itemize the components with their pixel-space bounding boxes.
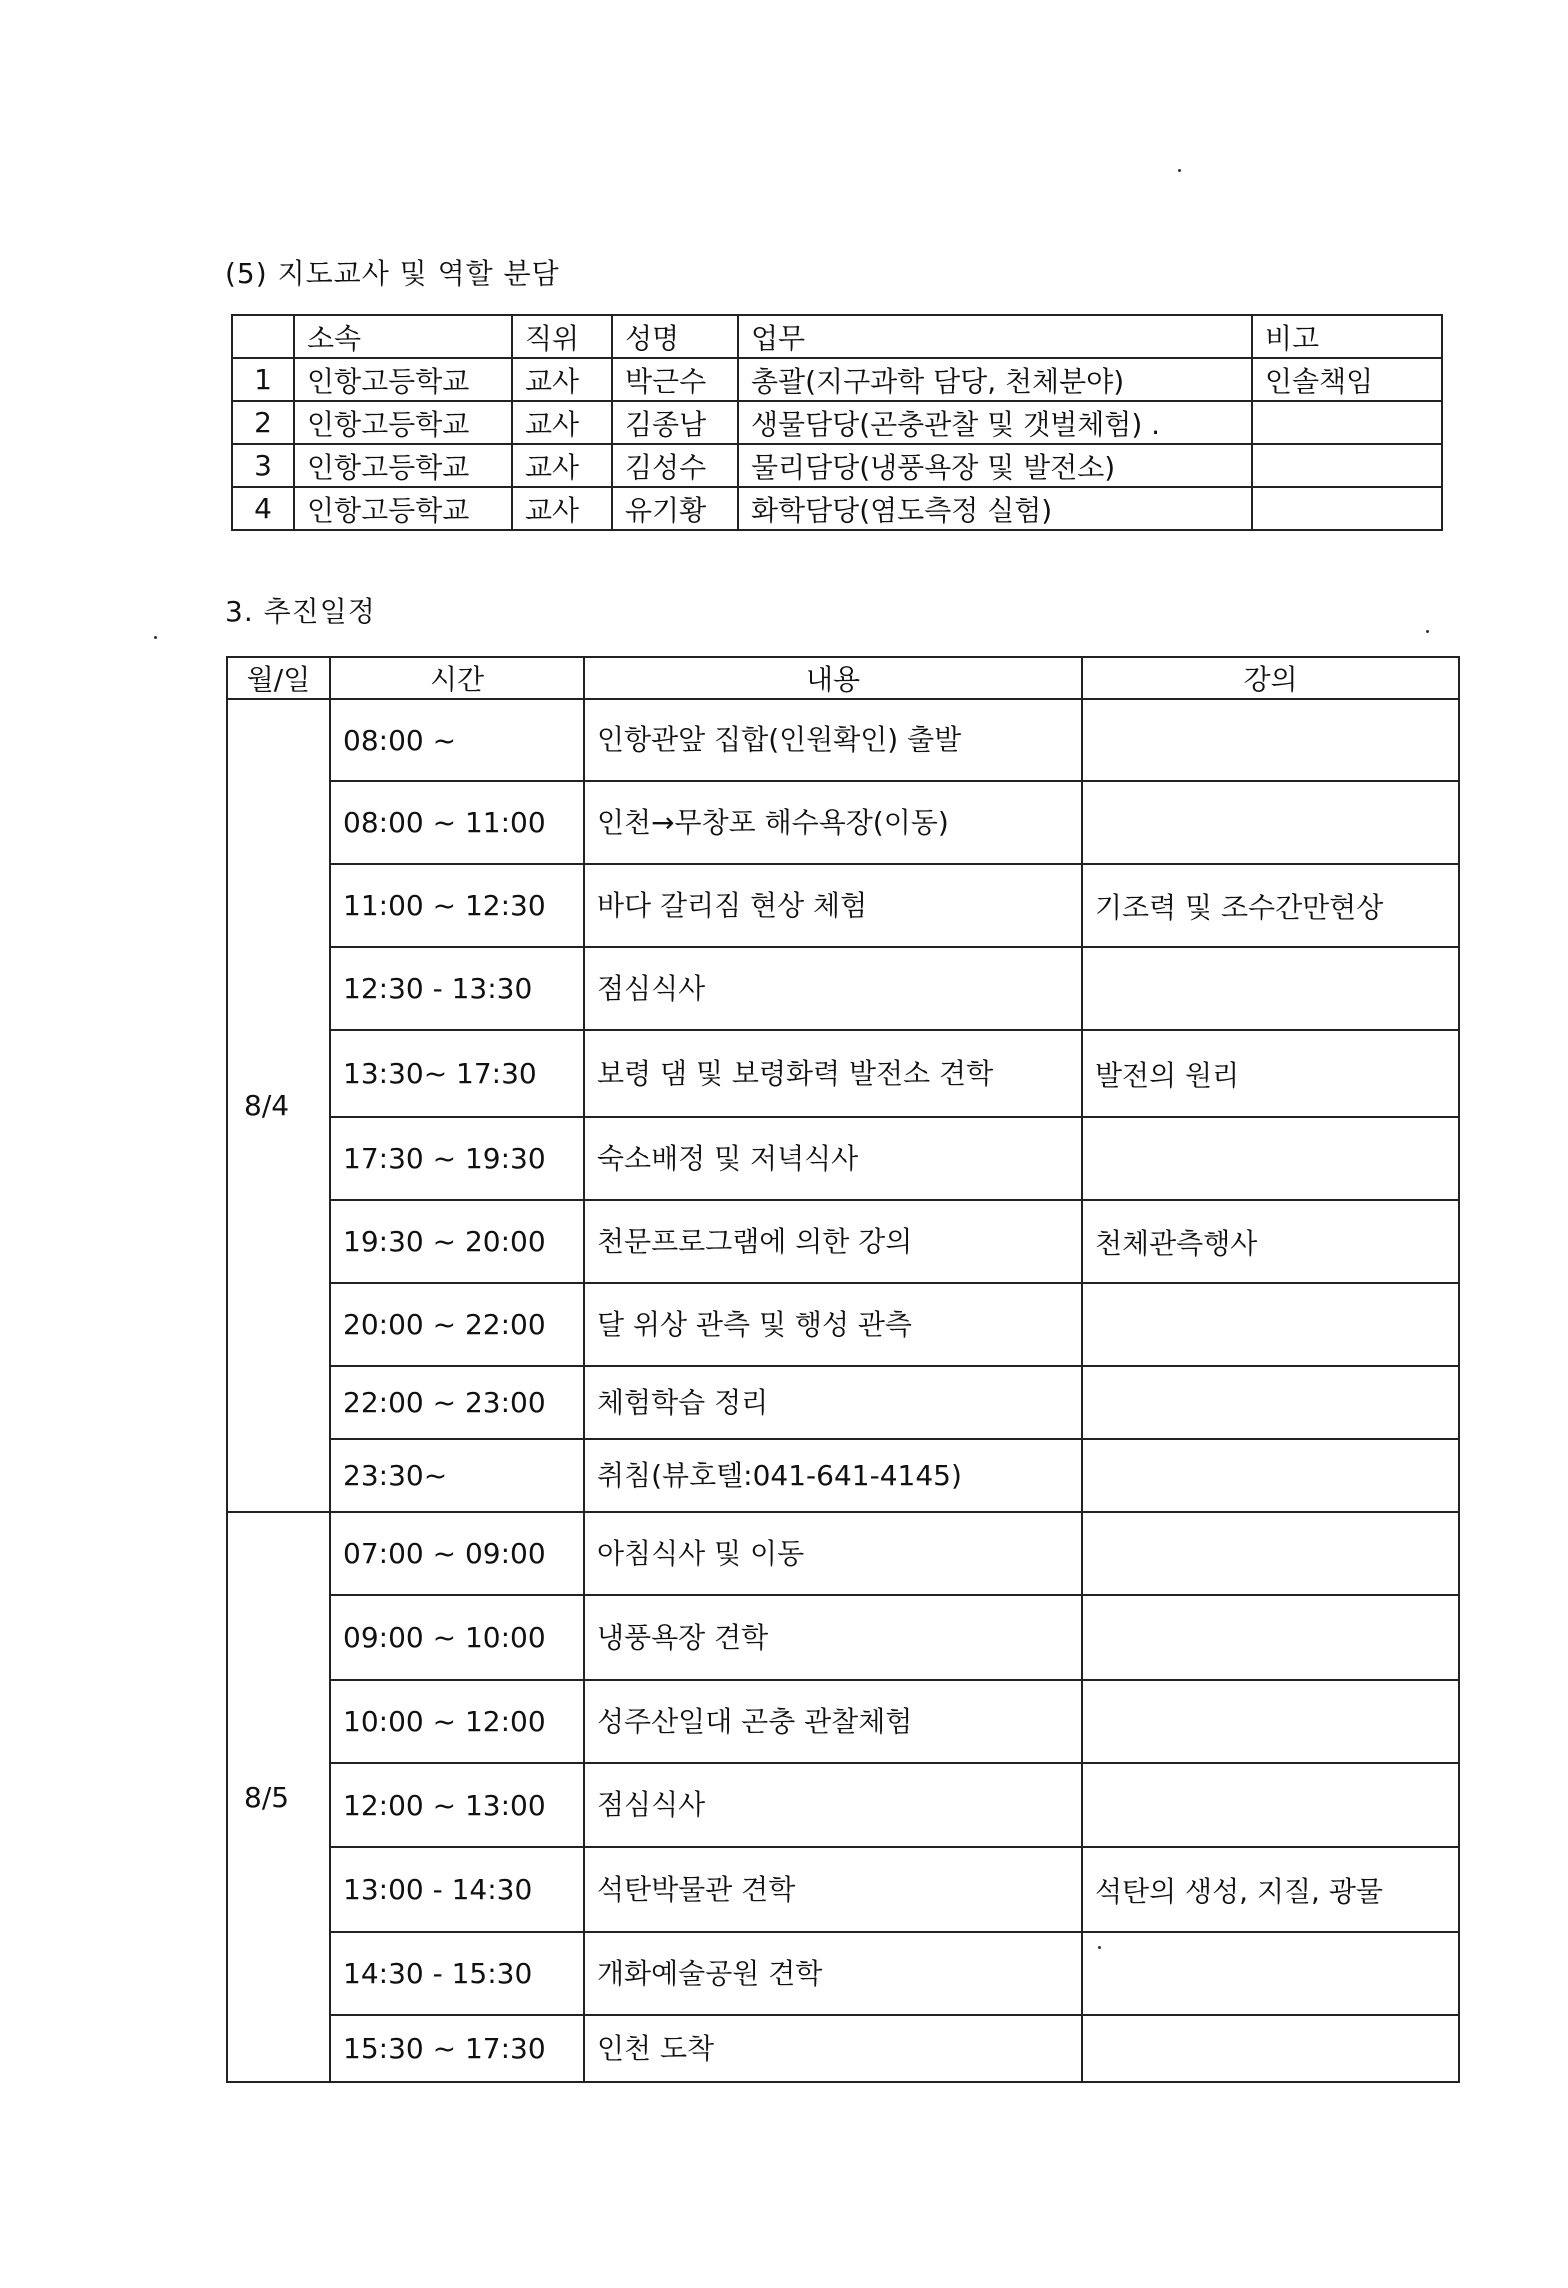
- staff-header-duty: 업무: [738, 315, 1252, 358]
- staff-note: [1252, 487, 1442, 530]
- schedule-time: 11:00 ~ 12:30: [330, 864, 584, 947]
- schedule-time: 22:00 ~ 23:00: [330, 1366, 584, 1439]
- schedule-time: 08:00 ~: [330, 699, 584, 781]
- schedule-content: 달 위상 관측 및 행성 관측: [584, 1283, 1082, 1366]
- schedule-content: 인천→무창포 해수욕장(이동): [584, 781, 1082, 864]
- schedule-lecture: 발전의 원리: [1082, 1030, 1459, 1117]
- staff-duty: 총괄(지구과학 담당, 천체분야): [738, 358, 1252, 401]
- schedule-lecture: [1082, 1117, 1459, 1200]
- staff-header-row: [232, 315, 1442, 358]
- staff-name: 유기황: [612, 487, 738, 530]
- schedule-content: 석탄박물관 견학: [584, 1847, 1082, 1932]
- staff-header-name: 성명: [612, 315, 738, 358]
- staff-note: 인솔책임: [1252, 358, 1442, 401]
- staff-table: [231, 314, 1443, 531]
- staff-row: [232, 401, 1442, 444]
- schedule-content: 개화예술공원 견학: [584, 1932, 1082, 2015]
- schedule-row: [227, 864, 1459, 947]
- schedule-row: [227, 1512, 1459, 1595]
- staff-row: [232, 487, 1442, 530]
- scan-speck: [1426, 630, 1429, 633]
- schedule-header-time: 시간: [330, 657, 584, 699]
- schedule-lecture: [1082, 947, 1459, 1030]
- schedule-row: [227, 1680, 1459, 1763]
- schedule-row: [227, 1439, 1459, 1512]
- scan-speck: [1098, 1946, 1101, 1949]
- schedule-content: 인천 도착: [584, 2015, 1082, 2082]
- staff-affiliation: 인항고등학교: [294, 401, 512, 444]
- schedule-lecture: [1082, 699, 1459, 781]
- schedule-time: 13:00 - 14:30: [330, 1847, 584, 1932]
- schedule-time: 08:00 ~ 11:00: [330, 781, 584, 864]
- staff-affiliation: 인항고등학교: [294, 487, 512, 530]
- schedule-content: 천문프로그램에 의한 강의: [584, 1200, 1082, 1283]
- schedule-lecture: [1082, 1932, 1459, 2015]
- schedule-content: 아침식사 및 이동: [584, 1512, 1082, 1595]
- schedule-time: 13:30~ 17:30: [330, 1030, 584, 1117]
- schedule-row: [227, 1117, 1459, 1200]
- staff-header-affiliation: 소속: [294, 315, 512, 358]
- schedule-row: [227, 699, 1459, 781]
- staff-no: 1: [232, 358, 294, 401]
- staff-duty: 생물담당(곤충관찰 및 갯벌체험) .: [738, 401, 1252, 444]
- schedule-lecture: 기조력 및 조수간만현상: [1082, 864, 1459, 947]
- schedule-content: 보령 댐 및 보령화력 발전소 견학: [584, 1030, 1082, 1117]
- schedule-row: [227, 1283, 1459, 1366]
- schedule-content: 인항관앞 집합(인원확인) 출발: [584, 699, 1082, 781]
- schedule-date: 8/5: [227, 1512, 330, 2082]
- staff-no: 2: [232, 401, 294, 444]
- staff-section-title: (5) 지도교사 및 역할 분담: [225, 257, 560, 290]
- schedule-lecture: [1082, 1283, 1459, 1366]
- staff-row: [232, 358, 1442, 401]
- schedule-row: [227, 1030, 1459, 1117]
- schedule-row: [227, 1200, 1459, 1283]
- schedule-time: 19:30 ~ 20:00: [330, 1200, 584, 1283]
- schedule-content: 성주산일대 곤충 관찰체험: [584, 1680, 1082, 1763]
- schedule-lecture: 천체관측행사: [1082, 1200, 1459, 1283]
- schedule-lecture: [1082, 781, 1459, 864]
- schedule-row: [227, 1595, 1459, 1680]
- staff-affiliation: 인항고등학교: [294, 444, 512, 487]
- staff-position: 교사: [512, 444, 612, 487]
- staff-header-position: 직위: [512, 315, 612, 358]
- schedule-content: 숙소배정 및 저녁식사: [584, 1117, 1082, 1200]
- schedule-lecture: [1082, 2015, 1459, 2082]
- schedule-time: 09:00 ~ 10:00: [330, 1595, 584, 1680]
- schedule-row: [227, 1847, 1459, 1932]
- staff-affiliation: 인항고등학교: [294, 358, 512, 401]
- schedule-header-lecture: 강의: [1082, 657, 1459, 699]
- staff-row: [232, 444, 1442, 487]
- schedule-table: [226, 656, 1460, 2083]
- schedule-row: [227, 947, 1459, 1030]
- staff-header-note: 비고: [1252, 315, 1442, 358]
- schedule-content: 취침(뷰호텔:041-641-4145): [584, 1439, 1082, 1512]
- schedule-row: [227, 1932, 1459, 2015]
- schedule-lecture: [1082, 1680, 1459, 1763]
- schedule-row: [227, 2015, 1459, 2082]
- scan-speck: [154, 636, 157, 639]
- staff-header-no: [232, 315, 294, 358]
- schedule-time: 12:00 ~ 13:00: [330, 1763, 584, 1847]
- schedule-content: 체험학습 정리: [584, 1366, 1082, 1439]
- schedule-lecture: [1082, 1763, 1459, 1847]
- staff-no: 3: [232, 444, 294, 487]
- schedule-time: 20:00 ~ 22:00: [330, 1283, 584, 1366]
- scan-speck: [1178, 169, 1181, 172]
- schedule-lecture: [1082, 1366, 1459, 1439]
- schedule-lecture: [1082, 1439, 1459, 1512]
- staff-position: 교사: [512, 487, 612, 530]
- staff-name: 김성수: [612, 444, 738, 487]
- schedule-row: [227, 781, 1459, 864]
- staff-name: 박근수: [612, 358, 738, 401]
- schedule-lecture: [1082, 1512, 1459, 1595]
- schedule-time: 23:30~: [330, 1439, 584, 1512]
- schedule-lecture: [1082, 1595, 1459, 1680]
- schedule-section-title: 3. 추진일정: [225, 595, 376, 628]
- schedule-header-date: 월/일: [227, 657, 330, 699]
- schedule-time: 12:30 - 13:30: [330, 947, 584, 1030]
- staff-position: 교사: [512, 401, 612, 444]
- schedule-content: 냉풍욕장 견학: [584, 1595, 1082, 1680]
- schedule-header-content: 내용: [584, 657, 1082, 699]
- schedule-content: 점심식사: [584, 1763, 1082, 1847]
- schedule-content: 점심식사: [584, 947, 1082, 1030]
- schedule-row: [227, 1366, 1459, 1439]
- schedule-time: 17:30 ~ 19:30: [330, 1117, 584, 1200]
- schedule-date: 8/4: [227, 699, 330, 1512]
- schedule-time: 14:30 - 15:30: [330, 1932, 584, 2015]
- staff-duty: 물리담당(냉풍욕장 및 발전소): [738, 444, 1252, 487]
- schedule-row: [227, 1763, 1459, 1847]
- schedule-time: 07:00 ~ 09:00: [330, 1512, 584, 1595]
- schedule-time: 15:30 ~ 17:30: [330, 2015, 584, 2082]
- staff-name: 김종남: [612, 401, 738, 444]
- schedule-lecture: 석탄의 생성, 지질, 광물: [1082, 1847, 1459, 1932]
- staff-position: 교사: [512, 358, 612, 401]
- schedule-content: 바다 갈리짐 현상 체험: [584, 864, 1082, 947]
- staff-note: [1252, 401, 1442, 444]
- staff-duty: 화학담당(염도측정 실험): [738, 487, 1252, 530]
- staff-note: [1252, 444, 1442, 487]
- schedule-time: 10:00 ~ 12:00: [330, 1680, 584, 1763]
- schedule-header-row: [227, 657, 1459, 699]
- staff-no: 4: [232, 487, 294, 530]
